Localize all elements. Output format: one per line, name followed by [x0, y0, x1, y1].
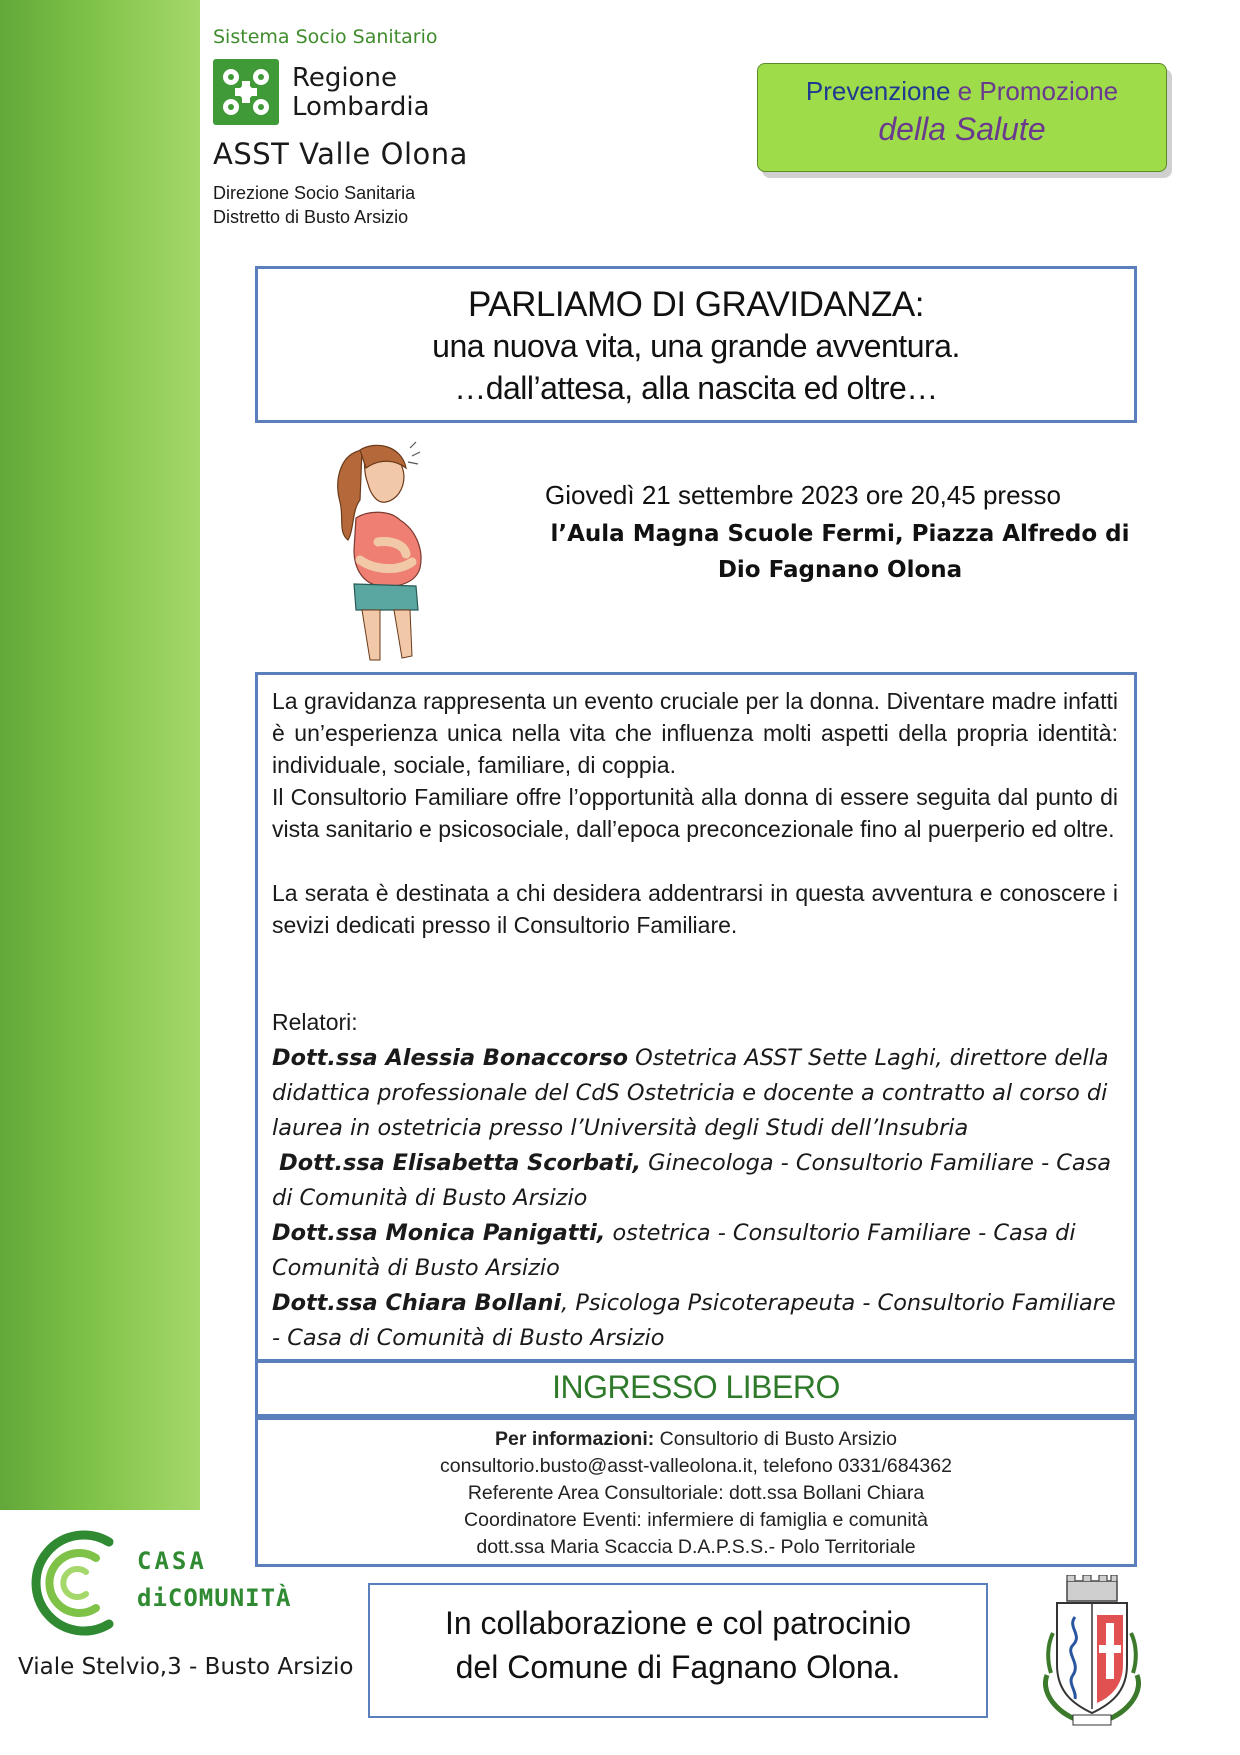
- page-title: PARLIAMO DI GRAVIDANZA:: [468, 285, 924, 324]
- badge-word-e: e: [957, 76, 973, 106]
- subtitle-line1: una nuova vita, una grande avventura.: [432, 328, 960, 364]
- casa-comunita-line1: CASA: [137, 1547, 207, 1575]
- region-line1: Regione: [292, 63, 398, 93]
- speakers-list: [272, 1041, 1122, 1356]
- subtitle-line2: …dall’attesa, alla nascita ed oltre…: [454, 370, 938, 406]
- speaker-role: , Psicologa Psicoterapeuta - Consultorio Familiare - Casa di Comunità di Busto Arsizio: [272, 1290, 1116, 1351]
- prevention-badge: [757, 63, 1167, 172]
- collaboration-line1: In collaborazione e col patrocinio: [444, 1605, 912, 1641]
- description-box: [255, 672, 1137, 1362]
- info-contacts[interactable]: consultorio.busto@asst-valleolona.it, telefono 0331/684362: [440, 1455, 952, 1477]
- pregnant-woman-illustration: [320, 440, 455, 665]
- description-text: [272, 685, 1118, 941]
- casa-comunita-logo-icon: [14, 1520, 314, 1645]
- speaker-item: [272, 1286, 1122, 1356]
- event-place: [545, 516, 1135, 588]
- address: Viale Stelvio,3 - Busto Arsizio: [18, 1654, 354, 1680]
- direction-block: [213, 181, 415, 229]
- speakers-label: Relatori:: [272, 1009, 358, 1035]
- badge-line1: [758, 76, 1166, 107]
- speaker-name: Dott.ssa Elisabetta Scorbati,: [279, 1150, 642, 1176]
- collaboration-line2: del Comune di Fagnano Olona.: [455, 1649, 901, 1685]
- asst-name: ASST Valle Olona: [213, 137, 468, 171]
- badge-word-prevenzione: Prevenzione: [805, 76, 951, 106]
- coat-of-arms-icon: [1017, 1575, 1167, 1730]
- speaker-name: Dott.ssa Chiara Bollani: [272, 1290, 562, 1316]
- description-paragraph-1: La gravidanza rappresenta un evento cruciale per la donna. Diventare madre infatti è un’esperienza unica nella vita che influenza molti aspetti della propria identità: individuale, sociale, familiare, di coppia.: [272, 688, 1118, 778]
- region-name: [292, 64, 430, 122]
- speaker-name: Dott.ssa Alessia Bonaccorso: [272, 1045, 629, 1071]
- speaker-role: ostetrica - Consultorio Familiare - Casa di Comunità di Busto Arsizio: [272, 1220, 1076, 1281]
- badge-word-promozione: Promozione: [979, 76, 1119, 106]
- info-box: [255, 1417, 1137, 1567]
- entry-box: [255, 1360, 1137, 1417]
- regione-lombardia-logo-icon: [213, 59, 279, 125]
- speaker-item: [272, 1146, 1122, 1216]
- direction-line1: Direzione Socio Sanitaria: [213, 183, 416, 203]
- description-paragraph-2: Il Consultorio Familiare offre l’opportunità alla donna di essere seguita dal punto di vista sanitario e psicosociale, dall’epoca preconcezionale fino al puerperio ed oltre.: [272, 784, 1118, 842]
- info-line1-text: Consultorio di Busto Arsizio: [654, 1428, 898, 1450]
- system-label: Sistema Socio Sanitario: [213, 26, 438, 48]
- sidebar-green-bar: [0, 0, 200, 1510]
- entry-label: INGRESSO LIBERO: [552, 1369, 840, 1405]
- casa-comunita-line2: diCOMUNITÀ: [137, 1584, 292, 1612]
- speaker-role: Ginecologa - Consultorio Familiare - Casa di Comunità di Busto Arsizio: [272, 1150, 1112, 1211]
- region-line2: Lombardia: [292, 92, 430, 122]
- event-date: Giovedì 21 settembre 2023 ore 20,45 presso: [545, 480, 1061, 510]
- event-place-line1: l’Aula Magna Scuole Fermi, Piazza Alfredo di: [550, 521, 1130, 547]
- speaker-item: [272, 1216, 1122, 1286]
- title-box: [255, 266, 1137, 423]
- description-paragraph-3: La serata è destinata a chi desidera addentrarsi in questa avventura e conoscere i sevizi dedicati presso il Consultorio Familiare.: [272, 880, 1118, 938]
- speaker-role: Ostetrica ASST Sette Laghi, direttore della didattica professionale del CdS Ostetricia e docente a contratto al corso di laurea in ostetricia presso l’Università degli Studi dell’Insubria: [272, 1045, 1109, 1141]
- direction-line2: Distretto di Busto Arsizio: [213, 207, 409, 227]
- info-line1: [258, 1426, 1134, 1453]
- event-place-line2: Dio Fagnano Olona: [717, 557, 963, 583]
- speaker-item: [272, 1041, 1122, 1146]
- badge-line2: della Salute: [878, 111, 1046, 147]
- info-referent: Referente Area Consultoriale: dott.ssa Bollani Chiara: [467, 1482, 925, 1504]
- speaker-name: Dott.ssa Monica Panigatti,: [272, 1220, 606, 1246]
- info-coordinator: Coordinatore Eventi: infermiere di famiglia e comunità: [464, 1509, 928, 1531]
- collaboration-box: [368, 1583, 988, 1718]
- info-coordinator-name: dott.ssa Maria Scaccia D.A.P.S.S.- Polo Territoriale: [476, 1536, 916, 1558]
- info-label: Per informazioni:: [494, 1428, 655, 1450]
